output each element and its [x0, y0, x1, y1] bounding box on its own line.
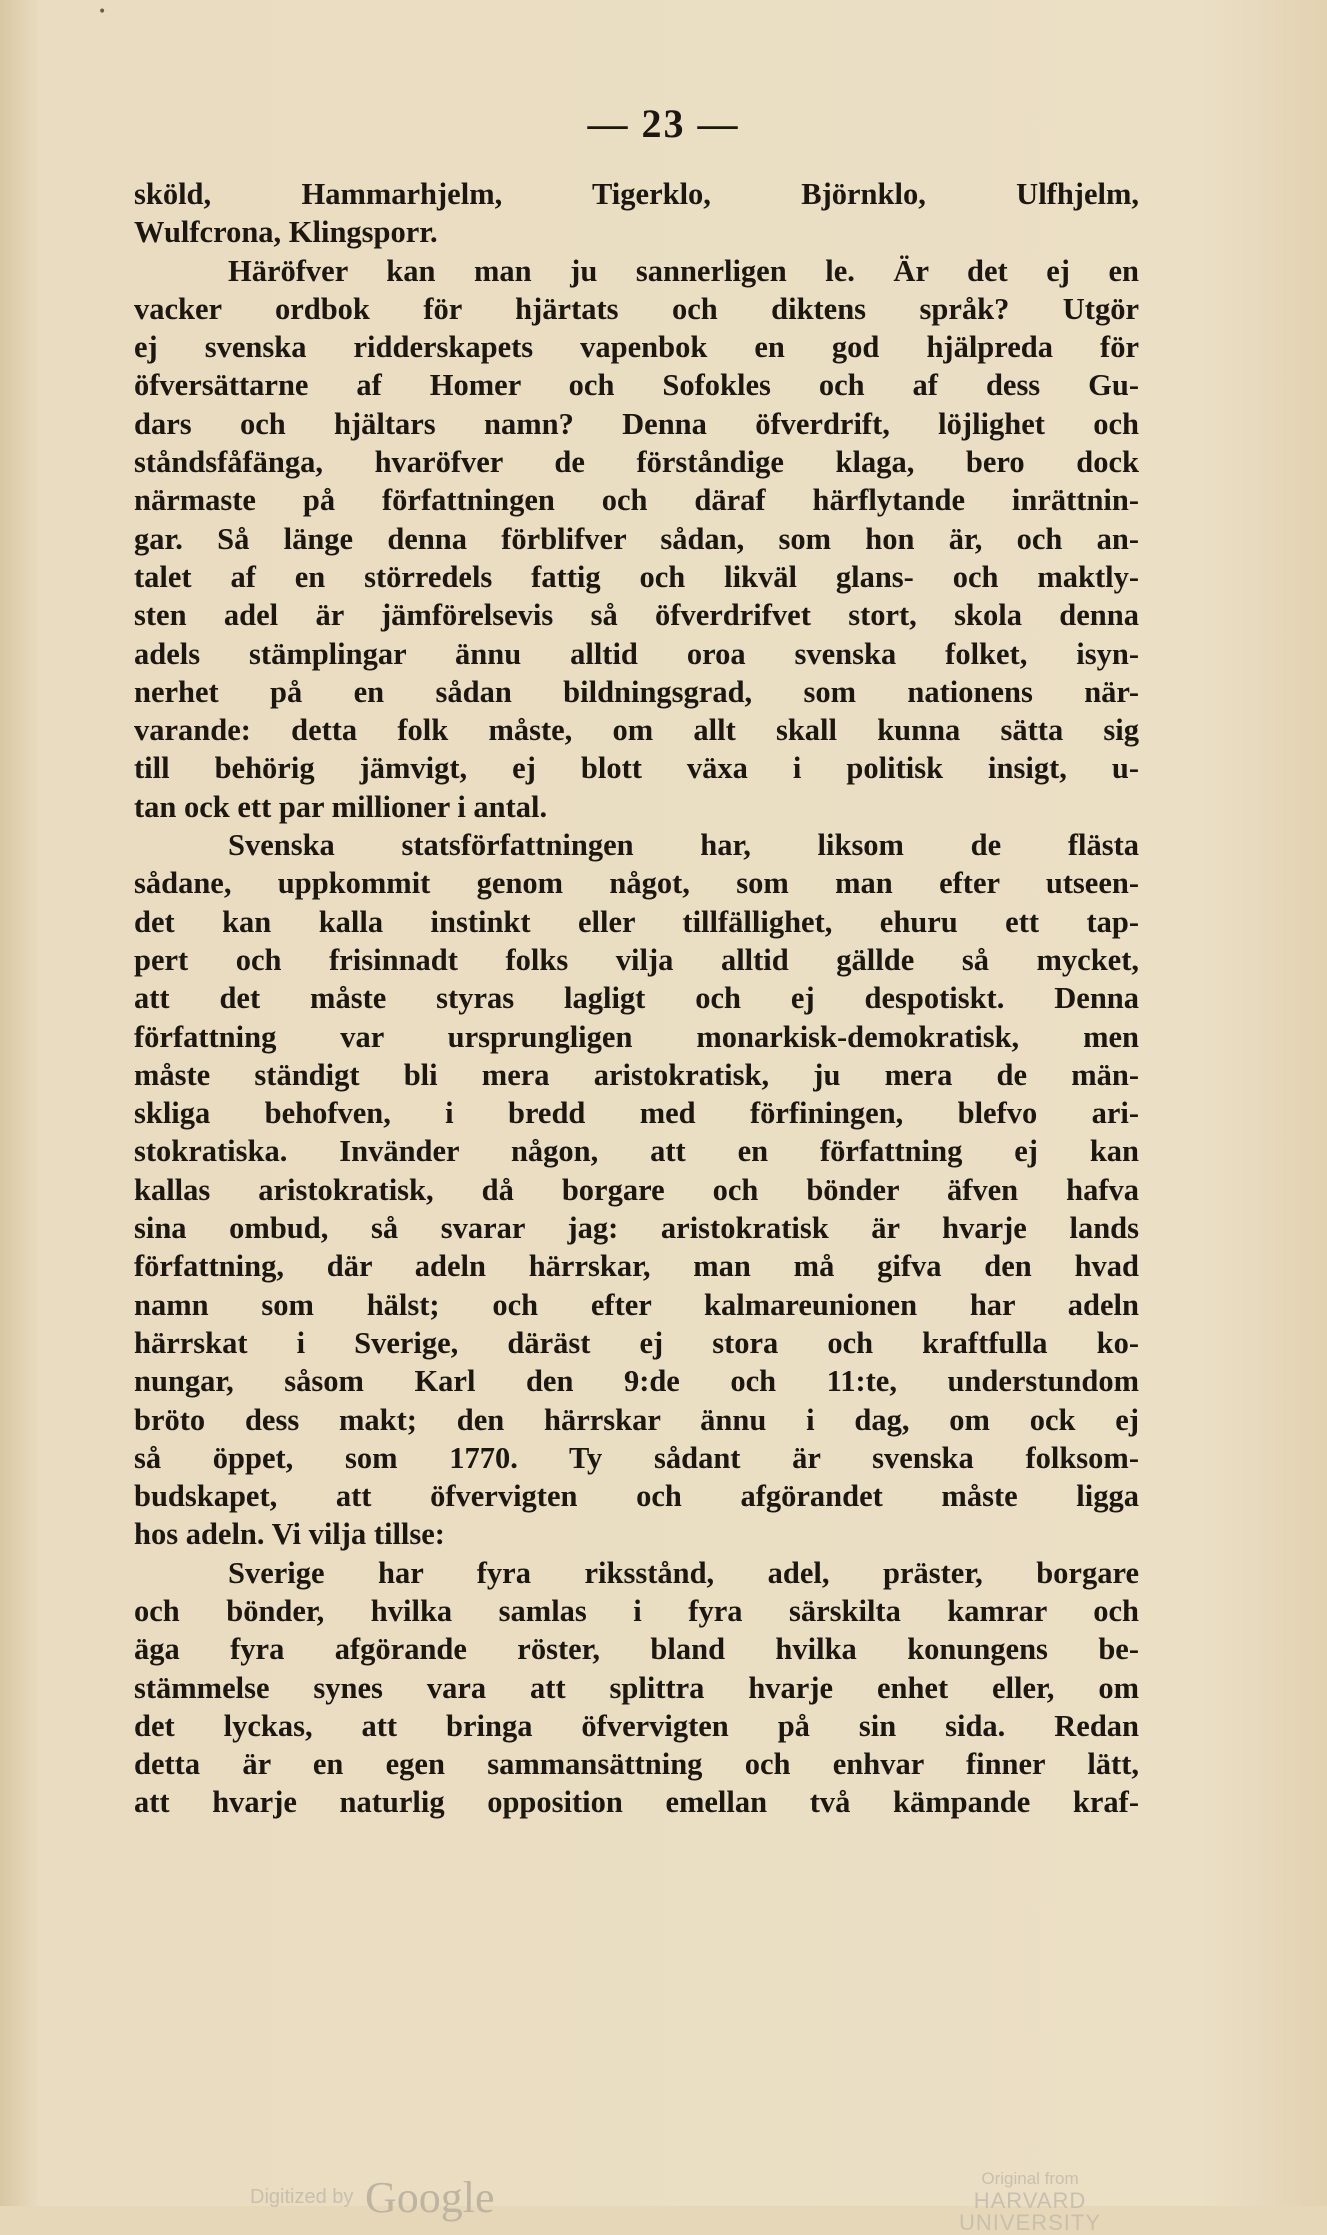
text-line: gar. Så länge denna förblifver sådan, som hon är, och an-: [134, 521, 1139, 556]
text-line: tan ock ett par millioner i antal.: [134, 789, 548, 824]
corner-mark: •: [98, 4, 107, 20]
text-line: hos adeln. Vi vilja tillse:: [134, 1517, 445, 1552]
text-line: sten adel är jämförelsevis så öfverdrifvet stort, skola denna: [134, 598, 1139, 633]
google-logo: Google: [364, 2173, 495, 2222]
text-line: författning, där adeln härrskar, man må gifva den hvad: [134, 1249, 1139, 1284]
text-line: budskapet, att öfvervigten och afgörandet måste ligga: [134, 1479, 1139, 1514]
institution-label: HARVARD UNIVERSITY: [958, 2188, 1102, 2235]
text-line: att det måste styras lagligt och ej despotiskt. Denna: [134, 981, 1139, 1016]
text-line: nungar, såsom Karl den 9:de och 11:te, understundom: [134, 1364, 1139, 1399]
text-line: författning var ursprungligen monarkisk-demokratisk, men: [134, 1019, 1139, 1054]
text-line: det lyckas, att bringa öfvervigten på sin sida. Redan: [134, 1708, 1139, 1743]
text-line: nerhet på en sådan bildningsgrad, som nationens när-: [134, 674, 1139, 709]
text-line: skliga behofven, i bredd med förfiningen, blefvo ari-: [134, 1096, 1139, 1131]
original-from-label: Original from: [981, 2169, 1079, 2188]
text-line: talet af en störredels fattig och likväl glans- och maktly-: [134, 559, 1139, 594]
text-line: stämmelse synes vara att splittra hvarje enhet eller, om: [134, 1670, 1139, 1705]
text-line: till behörig jämvigt, ej blott växa i politisk insigt, u-: [134, 751, 1139, 786]
text-line: stokratiska. Invänder någon, att en författning ej kan: [134, 1134, 1139, 1169]
text-line: dars och hjältars namn? Denna öfverdrift, löjlighet och: [134, 406, 1139, 441]
text-line: Svenska statsförfattningen har, liksom de flästa: [228, 828, 1139, 863]
text-line: öfversättarne af Homer och Sofokles och af dess Gu-: [134, 368, 1139, 403]
digitized-by-label: Digitized by: [250, 2185, 354, 2208]
digitized-by-watermark: [250, 2172, 494, 2223]
text-line: adels stämplingar ännu alltid oroa svenska folket, isyn-: [134, 636, 1139, 671]
page-number: — 23 —: [587, 101, 740, 146]
text-line: ej svenska ridderskapets vapenbok en god hjälpreda för: [134, 330, 1139, 365]
text-line: Häröfver kan man ju sannerligen le. Är det ej en: [228, 253, 1139, 288]
text-line: att hvarje naturlig opposition emellan två kämpande kraf-: [134, 1785, 1139, 1820]
text-line: och bönder, hvilka samlas i fyra särskilta kamrar och: [134, 1593, 1139, 1628]
text-line: sådane, uppkommit genom något, som man efter utseen-: [134, 866, 1139, 901]
text-line: härrskat i Sverige, däräst ej stora och kraftfulla ko-: [134, 1325, 1139, 1360]
text-line: sköld, Hammarhjelm, Tigerklo, Björnklo, Ulfhjelm,: [134, 177, 1139, 211]
text-line: närmaste på författningen och däraf härflytande inrättnin-: [134, 483, 1139, 518]
text-line: så öppet, som 1770. Ty sådant är svenska folksom-: [134, 1440, 1139, 1475]
original-from-watermark: [900, 2168, 1160, 2234]
text-line: det kan kalla instinkt eller tillfällighet, ehuru ett tap-: [134, 904, 1139, 939]
text-line: detta är en egen sammansättning och enhvar finner lätt,: [134, 1747, 1139, 1782]
text-line: äga fyra afgörande röster, bland hvilka konungens be-: [134, 1632, 1139, 1667]
text-line: måste ständigt bli mera aristokratisk, ju mera de män-: [134, 1057, 1139, 1092]
text-line: sina ombud, så svarar jag: aristokratisk är hvarje lands: [134, 1211, 1139, 1246]
text-line: pert och frisinnadt folks vilja alltid gällde så mycket,: [134, 942, 1139, 977]
text-line: namn som hälst; och efter kalmareunionen har adeln: [134, 1287, 1139, 1322]
text-line: bröto dess makt; den härrskar ännu i dag, om ock ej: [134, 1402, 1139, 1437]
text-line: ståndsfåfänga, hvaröfver de förståndige klaga, bero dock: [134, 445, 1139, 480]
text-line: Sverige har fyra riksstånd, adel, präster, borgare: [228, 1555, 1139, 1590]
text-line: vacker ordbok för hjärtats och diktens språk? Utgör: [134, 291, 1139, 326]
body-text: [134, 175, 1139, 1822]
text-line: Wulfcrona, Klingsporr.: [134, 215, 438, 250]
text-line: varande: detta folk måste, om allt skall kunna sätta sig: [134, 713, 1139, 748]
text-line: kallas aristokratisk, då borgare och bönder äfven hafva: [134, 1172, 1139, 1207]
